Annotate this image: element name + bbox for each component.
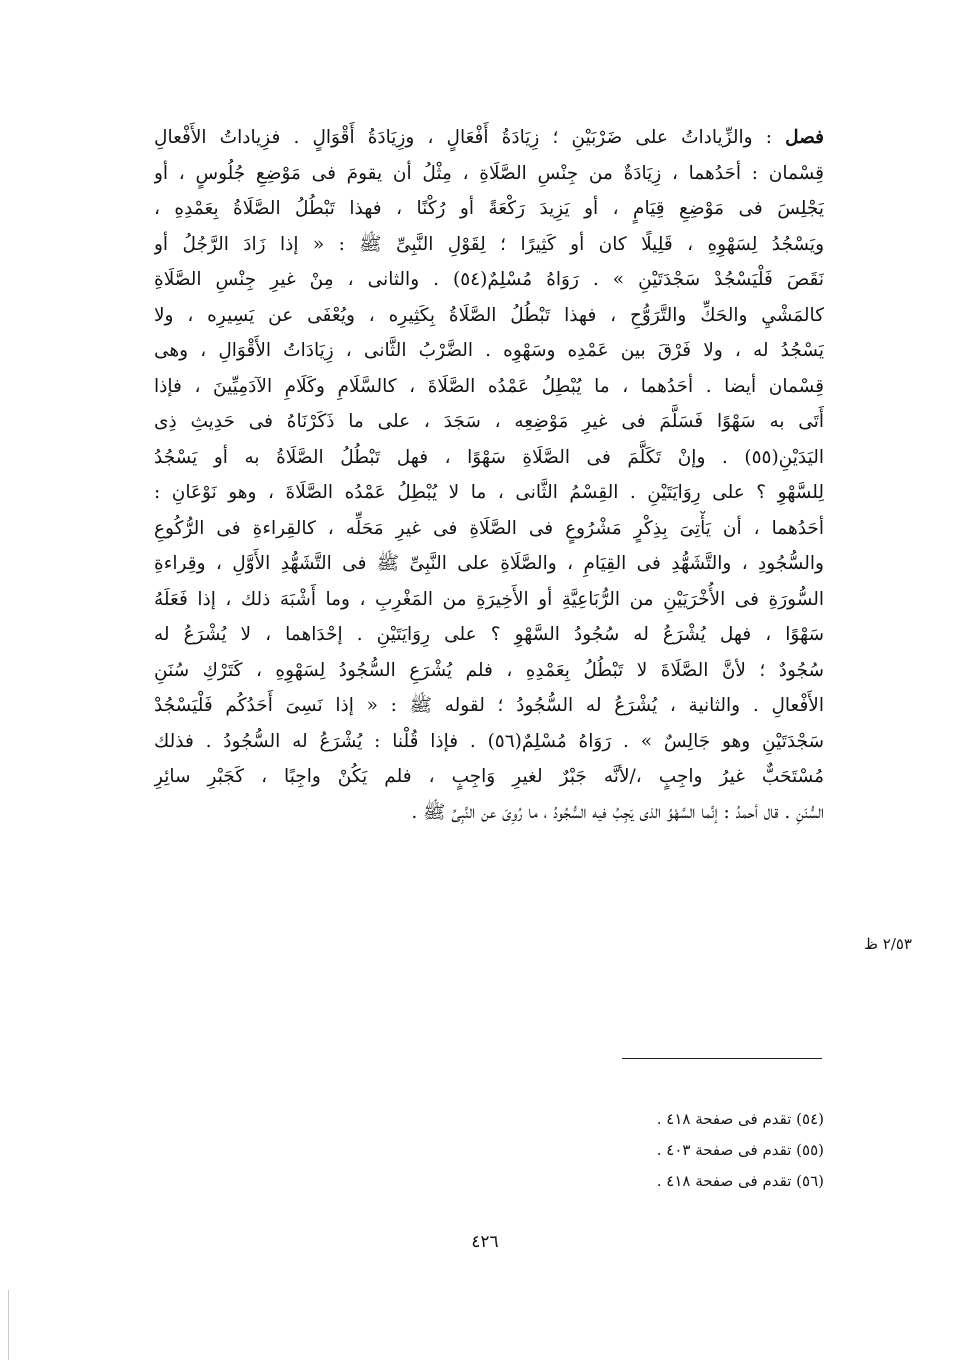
- section-heading: فصل: [785, 127, 824, 148]
- text-line: والسُّجُودِ ، والتَّشَهُّدِ فى القِيَامِ ، والصَّلَاةِ على النَّبِىِّ ﷺ فى التَّشَهُّدِ الأَوَّلِ ، وقِراءةِ: [154, 553, 824, 574]
- text-line: ويَسْجُدُ لِسَهْوِهِ ، قَلِيلًا كان أو كَثِيرًا ؛ لِقَوْلِ النَّبِىِّ ﷺ : « إذا زَادَ الرَّجُلُ أو: [154, 233, 824, 255]
- text-line: لِلسَّهْوِ ؟ على رِوَايَتَيْنِ . القِسْمُ الثَّانى ، ما لا يُبْطِلُ عَمْدُه الصَّلَاةَ ، وهو نَوْعَانِ :: [154, 482, 824, 503]
- text-line: يَسْجُدُ له ، ولا فَرْقَ بين عَمْدِه وسَهْوِه . الضَّرْبُ الثَّانى ، زِيَادَاتُ الأَقْوَالِ ، وهى: [154, 340, 824, 361]
- text-line: اليَدَيْنِ(٥٥) . وإنْ تَكَلَّمَ فى الصَّلَاةِ سَهْوًا ، فهل تَبْطُلُ الصَّلَاةُ به أو يَسْجُدُ: [154, 446, 824, 468]
- footnotes: [560, 1104, 824, 1197]
- text-line: سَجْدَتَيْنِ وهو جَالِسٌ » . رَوَاهُ مُسْلِمٌ(٥٦) . فإذا قُلْنا : يُشْرَعُ له السُّجُودُ . فذلك: [154, 730, 824, 752]
- main-text: [154, 120, 824, 830]
- text-line: السُّنَنِ . قال أحمدُ : إنَّما السَّهْوُ الذى يَجِبُ فيه السُّجُودُ ، ما رُوِىَ عن النَّبِىِّ ﷺ .: [411, 801, 824, 823]
- footnote: (٥٦) تقدم فى صفحة ٤١٨ .: [656, 1172, 824, 1190]
- margin-folio-note: ٢/٥٣ ظ: [864, 935, 912, 953]
- footnote: (٥٤) تقدم فى صفحة ٤١٨ .: [656, 1110, 824, 1128]
- text-line: سُجُودٌ ؛ لأنَّ الصَّلَاةَ لا تَبْطُلُ بِعَمْدِهِ ، فلم يُشْرَعِ السُّجُودُ لِسَهْوِهِ ، كَتَرْكِ سُنَنِ: [154, 659, 824, 681]
- text-line: الأَفْعالِ . والثانية ، يُشْرَعُ له السُّجُودُ ؛ لقوله ﷺ : « إذا نَسِىَ أَحَدُكُم فَلْيَسْجُدْ: [154, 695, 824, 716]
- text-line: نَقَصَ فَلْيَسْجُدْ سَجْدَتَيْنِ » . رَوَاهُ مُسْلِمٌ(٥٤) . والثانى ، مِنْ غيرِ جِنْسِ الصَّلَاةِ: [154, 269, 824, 290]
- text-line: أحَدُهما ، أن يَأْتِىَ بِذِكْرٍ مَشْرُوعٍ فى الصَّلَاةِ فى غيرِ مَحَلِّه ، كالقِراءةِ فى الرُّكُوعِ: [154, 517, 824, 539]
- text-line: يَجْلِسَ فى مَوْضِعِ قِيَامٍ ، أو يَزِيدَ رَكْعَةً أو رُكْنًا ، فهذا تَبْطُلُ الصَّلَاةُ بِعَمْدِهِ ،: [154, 198, 824, 219]
- footnote-separator: [622, 1058, 822, 1059]
- text-line: كالمَشْيِ والحَكِّ والتَّرَوُّحِ ، فهذا تَبْطُلُ الصَّلَاةُ بِكَثِيرِه ، ويُعْفَى عن يَسِيرِه ، ولا: [154, 304, 824, 326]
- text-line: السُّورَةِ فى الأُخْرَيَيْنِ من الرُّبَاعِيَّةِ أو الأَخِيرَةِ من المَغْرِبِ ، وما أَشْبَهَ ذلك ، إذا فَعَلَهُ: [154, 588, 824, 610]
- text-line: [154, 120, 824, 156]
- text-line: قِسْمان أيضا . أحَدُهما ، ما يُبْطِلُ عَمْدُه الصَّلَاةَ ، كالسَّلَامِ وكَلَامِ الآدَمِيِّينَ ، فإذا: [154, 375, 824, 397]
- line-text: : والزِّياداتُ على ضَرْبَيْنِ ؛ زِيَادَةُ أَفْعَالٍ ، وزِيَادَةُ أَقْوَالٍ . فزِياداتُ الأَفْعالِ: [154, 127, 786, 148]
- text-line: قِسْمان : أحَدُهما ، زِيَادَةٌ من جِنْسِ الصَّلَاةِ ، مِثْلُ أن يقومَ فى مَوْضِعِ جُلُوسٍ ، أو: [154, 162, 824, 184]
- text-line: أَتَى به سَهْوًا فَسَلَّمَ فى غيرِ مَوْضِعِه ، سَجَدَ ، على ما ذَكَرْنَاهُ فى حَدِيثِ ذِى: [154, 411, 824, 432]
- text-line: سَهْوًا ، فهل يُشْرَعُ له سُجُودُ السَّهْوِ ؟ على رِوَايَتَيْنِ . إحْدَاهما ، لا يُشْرَعُ له: [154, 624, 824, 645]
- footnote: (٥٥) تقدم فى صفحة ٤٠٣ .: [656, 1141, 824, 1159]
- page-number: ٤٢٦: [471, 1232, 499, 1252]
- page-edge-line: [8, 1290, 9, 1360]
- text-line: مُسْتَحَبٌّ غيرُ واجِبٍ ،/لأنَّه جَبْرٌ لغيرِ وَاجِبٍ ، فلم يَكُنْ واجِبًا ، كَجَبْرِ سائِرِ: [154, 766, 824, 787]
